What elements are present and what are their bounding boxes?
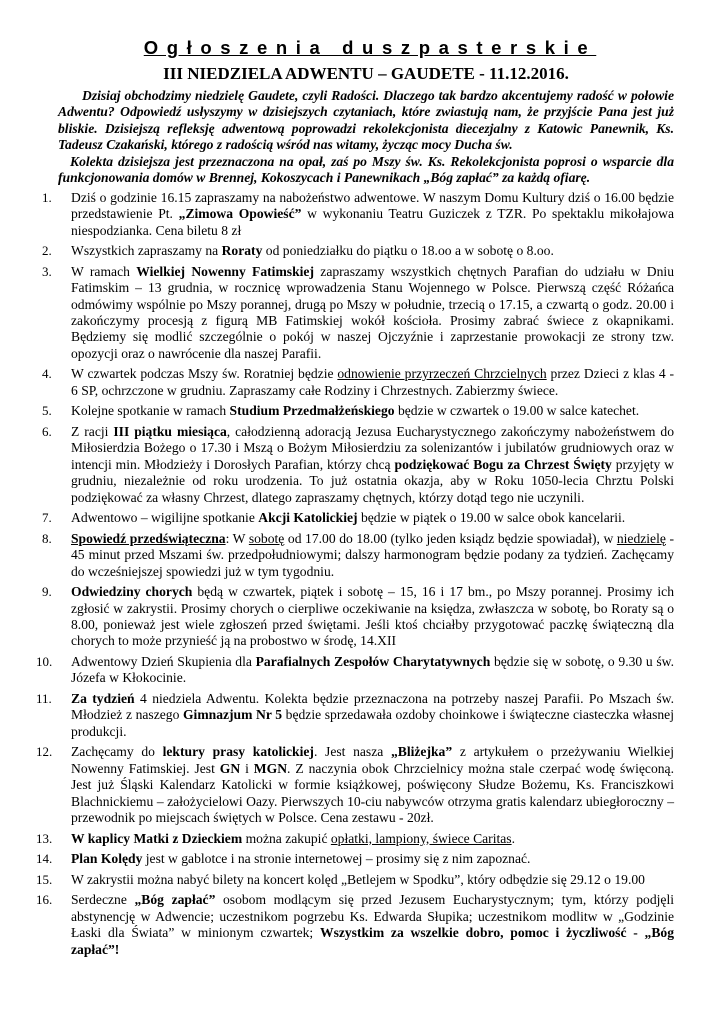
announcement-item xyxy=(36,691,674,740)
announcement-item xyxy=(42,403,674,419)
item-text: W ramach xyxy=(71,263,137,279)
item-text: Zachęcamy do xyxy=(71,744,163,760)
item-text: Serdeczne xyxy=(71,892,135,908)
item-text: będzie w piątek o 19.00 w salce obok kancelarii. xyxy=(357,510,626,526)
item-text: z artykułem o przeżywaniu Wielkiej Nowenny Fatimskiej. Jest xyxy=(71,744,674,776)
item-number: 12. xyxy=(36,744,53,760)
item-text: „Bliżejka” xyxy=(390,744,453,760)
item-text: . Z naczynia obok Chrzcielnicy można stale czerpać wodę święconą. Jest już Śląski Kalendarz Katolicki w formie książkowej, poświęcony Słudze Bożemu, Ks. Franciszkowi Blachnickiemu – założycielowi Oazy. Pierwszych 10-ciu nabywców otrzyma gratis kalendarz ubiegłoroczny – przewodnik po miejscach świętych w Polsce. Cena zestawu - 20zł. xyxy=(71,760,674,826)
item-text: Studium Przedmałżeńskiego xyxy=(229,403,395,419)
item-text: będą w czwartek, piątek i sobotę – 15, 16 i 17 bm., po Mszy porannej. Prosimy ich zgłosić w zakrystii. Prosimy chorych o cierpliwe oczekiwanie na księdza, zwłaszcza w sobotę, bo Roraty są o 8.00, ponieważ jest wiele zgłoszeń przed świętami. Jeśli ktoś chciałby przygotować paczkę świąteczną dla chorych to może przynieść ją na probostwo w środę, 14.XII xyxy=(71,584,674,649)
announcement-item xyxy=(42,510,674,526)
item-text: Spowiedź przedświąteczna xyxy=(71,530,226,546)
announcement-item xyxy=(36,892,674,958)
item-number: 14. xyxy=(36,851,53,867)
item-text: będzie się w sobotę, o 9.30 u św. Józefa w Kłokocinie. xyxy=(71,654,674,686)
item-text: można zakupić xyxy=(242,830,331,846)
item-text: odnowienie przyrzeczeń Chrzcielnych xyxy=(337,366,547,382)
announcement-item xyxy=(36,830,674,847)
item-text: „Zimowa Opowieść” xyxy=(178,206,302,222)
item-text: Adwentowy Dzień Skupienia dla xyxy=(71,654,256,670)
item-text: Gimnazjum Nr 5 xyxy=(182,707,283,723)
item-text: osobom modlącym się przed Jezusem Eucharystycznym; tym, którzy podjęli abstynencję w Adwencie; uczestnikom pogrzebu Ks. Edwarda Słupika; uczestnikom modlitw w „Godzinie Łaski dla Świata” w minionym czwartek; xyxy=(71,892,674,941)
item-text: przyjęty w grudniu, niezależnie od roku urodzenia. To już ostatnia okazja, aby w Roku 1050-lecia Chrztu Polski podziękować za własny Chrzest, dlatego zapraszamy chętnych, którzy dotąd tego nie uczynili. xyxy=(71,456,675,505)
announcement-item xyxy=(36,871,674,888)
item-number: 8. xyxy=(42,530,52,546)
item-text: . xyxy=(511,830,515,846)
item-number: 15. xyxy=(36,871,53,887)
item-text: . Jest nasza xyxy=(313,744,391,760)
announcement-list xyxy=(36,189,675,958)
item-text: Odwiedziny chorych xyxy=(71,584,193,600)
item-text: MGN xyxy=(253,760,288,776)
item-text: w wykonaniu Teatru Guziczek z TZR. Po spektaklu mikołajowa niespodzianka. Cena biletu 8 zł xyxy=(71,206,675,238)
item-number: 11. xyxy=(36,691,52,707)
item-text: będzie w czwartek o 19.00 w salce katechet. xyxy=(394,403,640,419)
item-text: od 17.00 do 18.00 (tylko jeden ksiądz będzie spowiadał), w xyxy=(284,530,617,546)
announcement-item xyxy=(42,263,674,362)
item-text: będzie sprzedawała ozdoby choinkowe i świąteczne ciasteczka własnej produkcji. xyxy=(71,707,674,739)
announcement-item xyxy=(36,851,674,867)
item-text: Parafialnych Zespołów Charytatywnych xyxy=(255,654,491,670)
item-text: niedzielę xyxy=(616,530,666,546)
item-text: Adwentowo – wigilijne spotkanie xyxy=(71,510,259,526)
item-text: „Bóg zapłać” xyxy=(134,892,216,908)
intro-paragraph: Dzisiaj obchodzimy niedzielę Gaudete, czyli Radości. Dlaczego tak bardzo akcentujemy radość w połowie Adwentu? Odpowiedź usłyszymy w dzisiejszych czytaniach, które zwiastują nam, że przyjście Pana jest już bliskie. Dzisiejszą refleksję adwentową poprowadzi rekolekcjonista diecezjalny z Katowic Panewnik, Ks. Tadeusz Czakański, którego z radością wśród nas witamy, życząc mocy Ducha św. xyxy=(58,88,674,152)
item-text: III piątku miesiąca xyxy=(113,424,227,439)
item-text: Wielkiej Nowenny Fatimskiej xyxy=(136,263,314,279)
item-text: Wszystkim za wszelkie dobro, pomoc i życzliwość - „Bóg zapłać”! xyxy=(71,925,674,957)
item-number: 10. xyxy=(36,654,53,670)
item-text: 4 niedziela Adwentu. Kolekta będzie przeznaczona na potrzeby naszej Parafii. Po Mszach św. Młodzież z naszego xyxy=(71,691,674,723)
item-text: zapraszamy wszystkich chętnych Parafian do udziału w Dniu Fatimskim – 13 grudnia, w rocznicę wprowadzenia Stanu Wojennego w Polsce. Pierwszą część Różańca odmówimy wspólnie po Mszy porannej, drugą po Mszy w południe, trzecią o 17.15, a czwartą o godz. 20.00 i zakończymy procesją z figurą MB Fatimskiej wokół kościoła. Prosimy zabrać świece z okapnikami. Będziemy się modlić szczególnie o pokój w naszej Ojczyźnie i zaprzestanie prowokacji ze strony tzw. opozycji oraz o nawrócenie dla naszej Parafii. xyxy=(71,263,674,361)
item-text: jest w gablotce i na stronie internetowej – prosimy się z nim zapoznać. xyxy=(142,851,531,867)
announcement-item xyxy=(36,744,674,826)
item-text: Akcji Katolickiej xyxy=(258,510,358,526)
announcement-item xyxy=(42,530,674,580)
item-number: 9. xyxy=(42,584,52,600)
announcement-item xyxy=(42,189,675,239)
item-number: 1. xyxy=(42,189,52,205)
announcement-page xyxy=(36,36,675,962)
item-text: Plan Kolędy xyxy=(71,851,143,867)
item-text: W zakrystii można nabyć bilety na koncert kolęd „Betlejem w Spodku”, który odbędzie się 29.12 o 19.00 xyxy=(71,871,645,887)
item-text: GN xyxy=(219,760,241,776)
item-text: Dziś o godzinie 16.15 zapraszamy na nabożeństwo adwentowe. W naszym Domu Kultury dziś o 16.00 będzie przedstawienie Pt. xyxy=(71,189,674,222)
item-text: opłatki, lampiony, świece Caritas xyxy=(330,830,512,846)
item-text: Z racji xyxy=(71,424,114,439)
item-number: 3. xyxy=(42,263,52,279)
item-text: , całodzienną adoracją Jezusa Eucharystycznego zakończymy nabożeństwem do Miłosierdzia Bożego o 17.30 i Mszą o Bożym Miłosierdziu za solenizantów i jubilatów grudniowych oraz w intencji min. Młodzieży i Dorosłych Parafian, którzy chcą xyxy=(71,424,675,472)
item-number: 13. xyxy=(36,830,53,846)
item-text: lektury prasy katolickiej xyxy=(162,744,314,760)
announcement-item xyxy=(36,654,674,687)
item-number: 5. xyxy=(42,403,52,419)
announcement-item xyxy=(42,584,674,650)
item-text: sobotę xyxy=(248,530,285,546)
item-number: 16. xyxy=(36,892,53,908)
item-number: 7. xyxy=(42,510,52,526)
page-title: Ogłoszenia duszpasterskie xyxy=(143,37,597,58)
announcement-item xyxy=(42,424,675,506)
item-text: Wszystkich zapraszamy na xyxy=(71,243,222,259)
item-text: Kolejne spotkanie w ramach xyxy=(71,403,230,419)
item-number: 6. xyxy=(42,424,52,439)
item-text: Za tydzień xyxy=(71,691,135,707)
item-text: W czwartek podczas Mszy św. Roratniej będzie xyxy=(71,366,338,382)
announcement-item xyxy=(42,366,675,399)
page-subtitle: III NIEDZIELA ADWENTU – GAUDETE - 11.12.2016. xyxy=(163,64,569,83)
item-text: : W xyxy=(225,530,249,546)
item-text: - 45 minut przed Mszami św. przedpołudniowymi; dalszy harmonogram będzie podany za tydzień. Zachęcamy do wcześniejszej spowiedzi już w tym tygodniu. xyxy=(71,530,674,579)
item-text: W kaplicy Matki z Dzieckiem xyxy=(71,830,243,846)
item-text: i xyxy=(240,760,254,776)
item-number: 2. xyxy=(42,243,52,259)
item-text: od poniedziałku do piątku o 18.oo a w sobotę o 8.oo. xyxy=(262,243,554,259)
collection-paragraph: Kolekta dzisiejsza jest przeznaczona na opał, zaś po Mszy św. Ks. Rekolekcjonista poprosi o wsparcie dla funkcjonowania domów w Brennej, Kokoszycach i Panewnikach „Bóg zapłać” za każdą ofiarę. xyxy=(58,154,674,186)
announcement-item xyxy=(42,243,674,259)
item-text: przez Dzieci z klas 4 - 6 SP, ochrzczone w grudniu. Zapraszamy całe Rodziny i Chrzestnych. Zabierzmy świece. xyxy=(71,366,675,398)
item-number: 4. xyxy=(42,366,52,382)
item-text: podziękować Bogu za Chrzest Święty xyxy=(394,456,612,472)
item-text: Roraty xyxy=(221,243,263,259)
